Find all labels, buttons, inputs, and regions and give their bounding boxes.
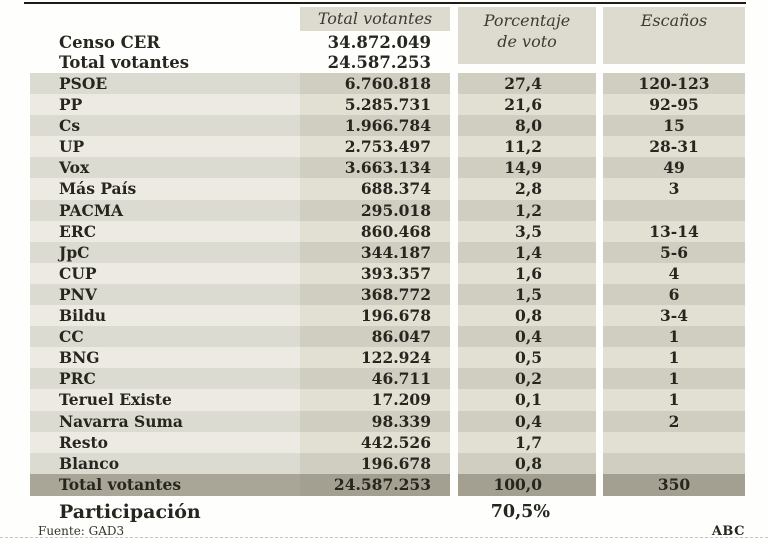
vote-pct-value: 8,0 (458, 115, 596, 136)
column-gap (450, 326, 458, 347)
total-votes-value: 860.468 (300, 221, 450, 242)
column-gap (450, 115, 458, 136)
seats-value (603, 453, 745, 474)
party-name: ERC (30, 221, 300, 242)
total-votes-value: 295.018 (300, 200, 450, 221)
total-label: Total votantes (30, 474, 300, 496)
column-gap (450, 368, 458, 389)
header-total-votantes: Total votantes (300, 7, 450, 31)
column-gap (450, 178, 458, 199)
column-gap (450, 157, 458, 178)
total-votes-value: 34.872.049 (327, 33, 431, 52)
party-name: CUP (30, 263, 300, 284)
column-gap (596, 263, 603, 284)
seats-value: 13-14 (603, 221, 745, 242)
table-row (30, 368, 745, 389)
participation-value: 70,5% (490, 501, 550, 522)
party-name: Navarra Suma (30, 411, 300, 432)
seats-value: 3-4 (603, 305, 745, 326)
column-gap (596, 411, 603, 432)
column-gap (596, 136, 603, 157)
vote-pct-value: 0,5 (458, 347, 596, 368)
party-name: Teruel Existe (30, 389, 300, 410)
party-name: Más País (30, 178, 300, 199)
table-row (30, 178, 745, 199)
seats-value: 5-6 (603, 242, 745, 263)
party-name: CC (30, 326, 300, 347)
total-votes-value: 86.047 (300, 326, 450, 347)
table-row (30, 242, 745, 263)
party-name: Resto (30, 432, 300, 453)
vote-pct-value: 1,6 (458, 263, 596, 284)
column-gap (596, 284, 603, 305)
total-votes-value: 196.678 (300, 453, 450, 474)
column-gap (596, 368, 603, 389)
vote-pct-value: 0,8 (458, 305, 596, 326)
total-votes-value: 344.187 (300, 242, 450, 263)
party-rows (30, 73, 745, 474)
seats-value: 120-123 (603, 73, 745, 94)
row-label: Total votantes (59, 53, 190, 72)
table-row (30, 263, 745, 284)
column-gap (596, 453, 603, 474)
party-name: BNG (30, 347, 300, 368)
column-gap (596, 73, 603, 94)
seats-value: 49 (603, 157, 745, 178)
table-row (30, 347, 745, 368)
party-name: Bildu (30, 305, 300, 326)
column-gap (596, 499, 603, 523)
table-row (30, 284, 745, 305)
total-votes-value: 2.753.497 (300, 136, 450, 157)
column-gap (596, 115, 603, 136)
total-votes-value: 24.587.253 (327, 53, 431, 72)
table-row (30, 94, 745, 115)
party-name: PSOE (30, 73, 300, 94)
total-votes-value: 3.663.134 (300, 157, 450, 178)
total-votes-value: 393.357 (300, 263, 450, 284)
column-gap (450, 453, 458, 474)
column-gap (450, 221, 458, 242)
table-row (30, 221, 745, 242)
credit-text: ABC (711, 523, 745, 539)
seats-value: 350 (603, 474, 745, 496)
table-row (30, 305, 745, 326)
seats-value: 3 (603, 178, 745, 199)
seats-value: 1 (603, 368, 745, 389)
seats-value: 2 (603, 411, 745, 432)
party-name: Blanco (30, 453, 300, 474)
column-gap (450, 284, 458, 305)
vote-pct-value: 0,4 (458, 411, 596, 432)
vote-pct-value: 1,2 (458, 200, 596, 221)
party-name: PRC (30, 368, 300, 389)
vote-pct-value: 1,4 (458, 242, 596, 263)
column-gap (596, 221, 603, 242)
table-row (30, 432, 745, 453)
column-gap (596, 474, 603, 496)
total-votes-value: 1.966.784 (300, 115, 450, 136)
column-gap (450, 94, 458, 115)
seats-value: 6 (603, 284, 745, 305)
seats-value: 4 (603, 263, 745, 284)
column-gap (596, 432, 603, 453)
seats-value: 1 (603, 326, 745, 347)
table-row (30, 115, 745, 136)
vote-pct-value: 0,1 (458, 389, 596, 410)
column-gap (596, 200, 603, 221)
party-name: PP (30, 94, 300, 115)
total-votes-value: 368.772 (300, 284, 450, 305)
column-gap (450, 474, 458, 496)
party-name: Cs (30, 115, 300, 136)
party-name: PACMA (30, 200, 300, 221)
column-gap (596, 178, 603, 199)
table-row (30, 326, 745, 347)
data-table (30, 7, 745, 539)
column-gap (450, 347, 458, 368)
vote-pct-value: 0,2 (458, 368, 596, 389)
vote-pct-value: 100,0 (458, 474, 596, 496)
party-name: Vox (30, 157, 300, 178)
header-porcentaje-line1: Porcentaje (483, 11, 571, 30)
column-gap (596, 347, 603, 368)
column-gap (596, 305, 603, 326)
column-gap (450, 73, 458, 94)
total-votes-value: 5.285.731 (300, 94, 450, 115)
party-name: PNV (30, 284, 300, 305)
column-gap (596, 389, 603, 410)
table-row (30, 157, 745, 178)
seats-value: 1 (603, 389, 745, 410)
table-row (30, 136, 745, 157)
column-gap (596, 326, 603, 347)
total-votes-value: 24.587.253 (300, 474, 450, 496)
row-label: Censo CER (59, 33, 161, 52)
vote-pct-value: 0,4 (458, 326, 596, 347)
column-gap (450, 305, 458, 326)
table-row (30, 389, 745, 410)
column-gap (450, 499, 458, 523)
column-gap (450, 389, 458, 410)
seats-value: 92-95 (603, 94, 745, 115)
column-gap (596, 242, 603, 263)
vote-pct-value: 27,4 (458, 73, 596, 94)
total-votes-value: 122.924 (300, 347, 450, 368)
vote-pct-value: 0,8 (458, 453, 596, 474)
spacer (603, 499, 745, 523)
participation-label: Participación (59, 500, 201, 523)
table-row (30, 200, 745, 221)
top-rule (24, 2, 746, 4)
column-gap (450, 136, 458, 157)
seats-value: 28-31 (603, 136, 745, 157)
vote-pct-value: 1,7 (458, 432, 596, 453)
source-text: Fuente: GAD3 (38, 523, 125, 538)
vote-pct-value: 11,2 (458, 136, 596, 157)
column-gap (450, 263, 458, 284)
table-row (30, 453, 745, 474)
total-votes-value: 46.711 (300, 368, 450, 389)
column-gap (596, 157, 603, 178)
total-votes-value: 98.339 (300, 411, 450, 432)
vote-pct-value: 14,9 (458, 157, 596, 178)
total-row (30, 474, 745, 496)
party-name: UP (30, 136, 300, 157)
vote-pct-value: 2,8 (458, 178, 596, 199)
header-porcentaje-line2: de voto (497, 32, 557, 51)
seats-value (603, 432, 745, 453)
total-votes-value: 196.678 (300, 305, 450, 326)
column-gap (596, 94, 603, 115)
vote-pct-value: 1,5 (458, 284, 596, 305)
participation-row (30, 499, 745, 523)
bottom-rule (0, 537, 768, 538)
total-votes-value: 442.526 (300, 432, 450, 453)
column-gap (450, 411, 458, 432)
column-gap (450, 242, 458, 263)
vote-pct-value: 3,5 (458, 221, 596, 242)
table-row (30, 73, 745, 94)
total-votes-value: 688.374 (300, 178, 450, 199)
spacer (300, 499, 450, 523)
total-votes-value: 17.209 (300, 389, 450, 410)
party-name: JpC (30, 242, 300, 263)
table-row (30, 411, 745, 432)
seats-value: 1 (603, 347, 745, 368)
total-votes-value: 6.760.818 (300, 73, 450, 94)
column-gap (450, 200, 458, 221)
header-porcentaje-voto (458, 7, 596, 64)
vote-pct-value: 21,6 (458, 94, 596, 115)
header-escanos: Escaños (603, 7, 745, 64)
seats-value: 15 (603, 115, 745, 136)
seats-value (603, 200, 745, 221)
column-gap (450, 432, 458, 453)
